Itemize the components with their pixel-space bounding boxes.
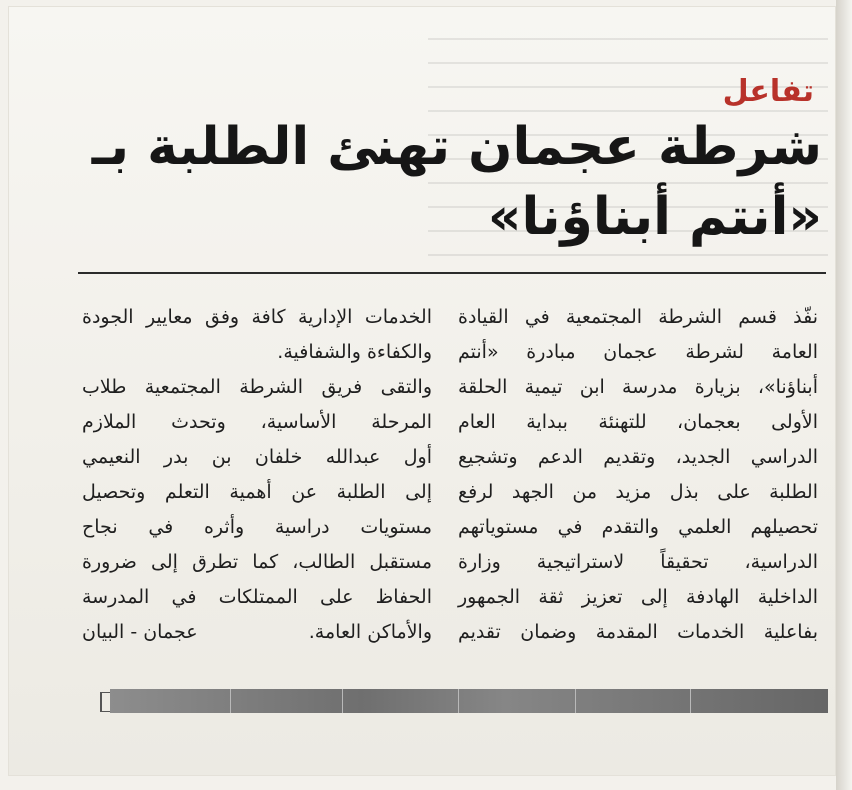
article-column-right [458,300,818,650]
text-line: العامة لشرطة عجمان مبادرة «أنتم [458,341,818,363]
text-line: والتقى فريق الشرطة المجتمعية طلاب [82,376,432,398]
byline: عجمان - البيان [82,621,198,643]
text-line: الداخلية الهادفة إلى تعزيز ثقة الجمهور [458,586,818,608]
text-line: أبناؤنا»، بزيارة مدرسة ابن تيمية الحلقة [458,376,818,398]
text-line: مستويات دراسية وأثره في نجاح [82,516,432,538]
text-line: بفاعلية الخدمات المقدمة وضمان تقديم [458,621,818,643]
text-line: أول عبدالله خلفان بن بدر النعيمي [82,446,432,468]
text-line: الخدمات الإدارية كافة وفق معايير الجودة [82,306,432,328]
text-line: تحصيلهم العلمي والتقدم في مستوياتهم [458,516,818,538]
closing-line [82,615,432,650]
article-column-left [82,300,432,650]
text-line: الدراسي الجديد، وتقديم الدعم وتشجيع [458,446,818,468]
text-line: نفّذ قسم الشرطة المجتمعية في القيادة [458,306,818,328]
text-line: الدراسية، تحقيقاً لاستراتيجية وزارة [458,551,818,573]
page-edge [836,0,852,790]
text-line: الأولى بعجمان، للتهنئة ببداية العام [458,411,818,433]
text-line: إلى الطلبة عن أهمية التعلم وتحصيل [82,481,432,503]
closing-text: والأماكن العامة. [308,621,432,643]
text-line: المرحلة الأساسية، وتحدث الملازم [82,411,432,433]
text-line: مستقبل الطالب، كما تطرق إلى ضرورة [82,551,432,573]
text-line: الحفاظ على الممتلكات في المدرسة [82,586,432,608]
section-kicker: تفاعل [722,74,814,109]
headline-rule [78,272,826,274]
footer-bar [110,689,828,713]
text-line: الطلبة على بذل مزيد من الجهد لرفع [458,481,818,503]
text-line: والكفاءة والشفافية. [277,341,432,363]
article-headline: شرطة عجمان تهنئ الطلبة بـ «أنتم أبناؤنا» [91,117,822,247]
